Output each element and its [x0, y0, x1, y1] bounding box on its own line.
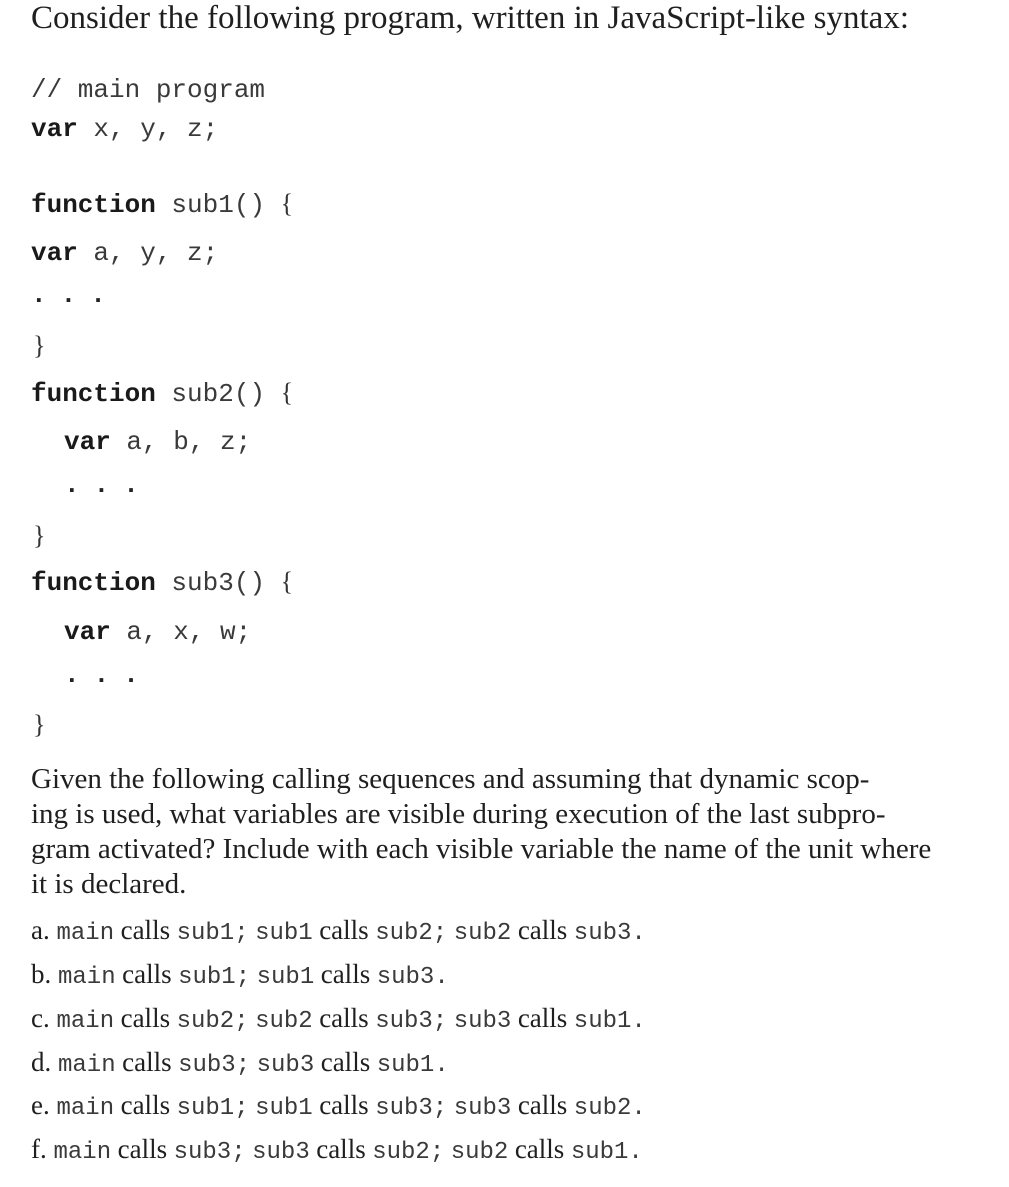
main-var-declaration: [31, 112, 218, 145]
sub2-header: [31, 377, 293, 410]
code-token: sub3;: [178, 1052, 251, 1079]
code-token: sub1: [255, 920, 313, 947]
sub3-var-declaration: [64, 615, 251, 648]
answer-letter: b.: [31, 959, 58, 989]
question-fragment: gram activated? Include with each visible variable the name of the unit where it is declared.: [31, 833, 932, 900]
code-token: sub3: [256, 1052, 315, 1079]
word: calls: [122, 1047, 172, 1077]
sub1-var-declaration: [31, 236, 218, 269]
code-token: sub3: [453, 1008, 512, 1035]
code-token: main: [53, 1139, 112, 1166]
word: calls: [320, 959, 371, 989]
word: calls: [320, 1047, 371, 1077]
word: calls: [120, 1090, 171, 1120]
close-brace: }: [33, 331, 46, 360]
code-token: sub1;: [176, 1095, 249, 1122]
ellipsis: ...: [64, 660, 153, 690]
word: calls: [319, 1003, 369, 1033]
question-fragment: scop-: [806, 763, 870, 795]
code-token: sub2;: [176, 1008, 249, 1035]
function-name: sub2(): [155, 379, 281, 409]
var-list: x, y, z;: [77, 114, 219, 144]
answer-item: [31, 1046, 449, 1082]
keyword: var: [64, 617, 111, 647]
code-comment: // main program: [31, 75, 266, 105]
answer-item: [31, 914, 646, 950]
keyword: var: [31, 238, 78, 268]
code-token: sub3.: [573, 920, 646, 947]
word: calls: [319, 915, 369, 945]
close-brace: }: [33, 710, 46, 739]
var-list: a, y, z;: [77, 238, 219, 268]
code-token: sub1;: [176, 920, 249, 947]
word: calls: [120, 915, 171, 945]
code-token: sub3;: [375, 1008, 448, 1035]
word: calls: [517, 1003, 568, 1033]
function-name: sub3(): [155, 568, 281, 598]
question-fragment: subpro-: [796, 798, 886, 830]
answer-letter: a.: [31, 915, 57, 945]
sub2-var-declaration: [64, 425, 251, 458]
code-token: sub2: [453, 920, 512, 947]
keyword: function: [31, 379, 156, 409]
keyword: var: [64, 427, 111, 457]
code-token: sub1: [255, 1095, 313, 1122]
answer-letter: e.: [31, 1090, 57, 1120]
answer-letter: d.: [31, 1047, 58, 1077]
word: calls: [122, 959, 172, 989]
code-token: sub1.: [376, 1052, 449, 1079]
word: calls: [514, 1134, 565, 1164]
code-token: sub3;: [375, 1095, 448, 1122]
code-token: sub2;: [372, 1139, 445, 1166]
code-token: main: [56, 1008, 115, 1035]
function-name: sub1(): [155, 190, 281, 220]
open-brace: {: [280, 189, 294, 218]
code-token: sub3.: [376, 964, 449, 991]
code-token: sub2: [255, 1008, 313, 1035]
ellipsis: ...: [31, 280, 120, 310]
question-fragment: Given the following calling sequences and assuming that dynamic: [31, 763, 807, 795]
word: calls: [316, 1134, 366, 1164]
code-token: sub1.: [573, 1008, 646, 1035]
answer-item: [31, 1002, 646, 1038]
question-fragment: ing is used, what variables are visible during execution of the last: [31, 798, 797, 830]
open-brace: {: [280, 378, 294, 407]
keyword: function: [31, 568, 156, 598]
word: calls: [120, 1003, 171, 1033]
ellipsis: ...: [64, 470, 153, 500]
question-text: [31, 762, 941, 902]
code-token: main: [58, 964, 116, 991]
code-token: sub2.: [573, 1095, 646, 1122]
code-token: sub3: [252, 1139, 310, 1166]
var-list: a, x, w;: [110, 617, 252, 647]
code-token: main: [56, 1095, 115, 1122]
keyword: function: [31, 190, 156, 220]
answer-item: [31, 958, 449, 994]
code-token: sub1;: [178, 964, 251, 991]
word: calls: [517, 915, 568, 945]
code-token: sub2: [450, 1139, 509, 1166]
code-token: sub1.: [570, 1139, 643, 1166]
var-list: a, b, z;: [110, 427, 252, 457]
word: calls: [319, 1090, 369, 1120]
close-brace: }: [33, 521, 46, 550]
open-brace: {: [280, 567, 294, 596]
intro-text: Consider the following program, written in JavaScript-like syntax:: [31, 0, 909, 36]
code-token: main: [58, 1052, 116, 1079]
sub3-header: [31, 566, 293, 599]
answer-item: [31, 1133, 643, 1169]
answer-item: [31, 1089, 646, 1125]
answer-letter: c.: [31, 1003, 57, 1033]
sub1-header: [31, 188, 293, 221]
word: calls: [517, 1090, 568, 1120]
word: calls: [117, 1134, 168, 1164]
code-token: main: [56, 920, 115, 947]
code-token: sub1: [256, 964, 315, 991]
keyword: var: [31, 114, 78, 144]
code-token: sub2;: [375, 920, 448, 947]
answer-letter: f.: [31, 1134, 54, 1164]
code-token: sub3: [453, 1095, 512, 1122]
code-token: sub3;: [173, 1139, 246, 1166]
